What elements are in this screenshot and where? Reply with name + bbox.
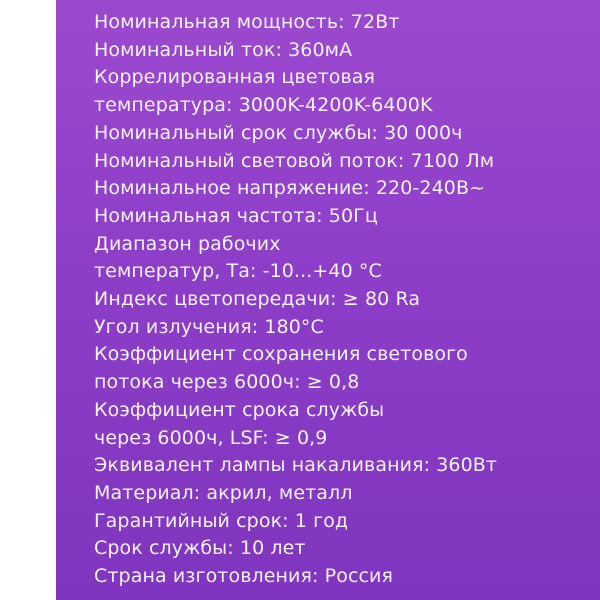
spec-line: потока через 6000ч: ≥ 0,8 (94, 371, 360, 394)
spec-line: Коррелированная цветовая (94, 66, 376, 89)
spec-line: температур, Та: -10...+40 °С (94, 260, 382, 283)
spec-line: через 6000ч, LSF: ≥ 0,9 (94, 426, 328, 449)
spec-line: Индекс цветопередачи: ≥ 80 Ra (94, 288, 421, 311)
spec-line: Срок службы: 10 лет (94, 537, 306, 560)
spec-line: Страна изготовления: Россия (94, 565, 394, 588)
spec-line: Эквивалент лампы накаливания: 360Вт (94, 454, 498, 477)
spec-line: Номинальный ток: 360мА (94, 38, 353, 61)
spec-line: Номинальный срок службы: 30 000ч (94, 121, 463, 144)
spec-line: Диапазон рабочих (94, 232, 281, 255)
spec-line: Коэффициент срока службы (94, 398, 385, 421)
spec-line: температура: 3000K-4200K-6400K (94, 94, 433, 117)
spec-line: Номинальная мощность: 72Вт (94, 11, 400, 33)
spec-line: Номинальное напряжение: 220-240В~ (94, 177, 486, 200)
spec-line: Номинальная частота: 50Гц (94, 204, 378, 227)
spec-line: Угол излучения: 180°С (94, 315, 324, 338)
spec-panel (56, 0, 600, 600)
spec-line: Номинальный световой поток: 7100 Лм (94, 149, 495, 172)
spec-line: Гарантийный срок: 1 год (94, 509, 349, 532)
spec-line: Материал: акрил, металл (94, 481, 353, 504)
spec-list (94, 9, 594, 591)
spec-line: Коэффициент сохранения светового (94, 343, 468, 366)
